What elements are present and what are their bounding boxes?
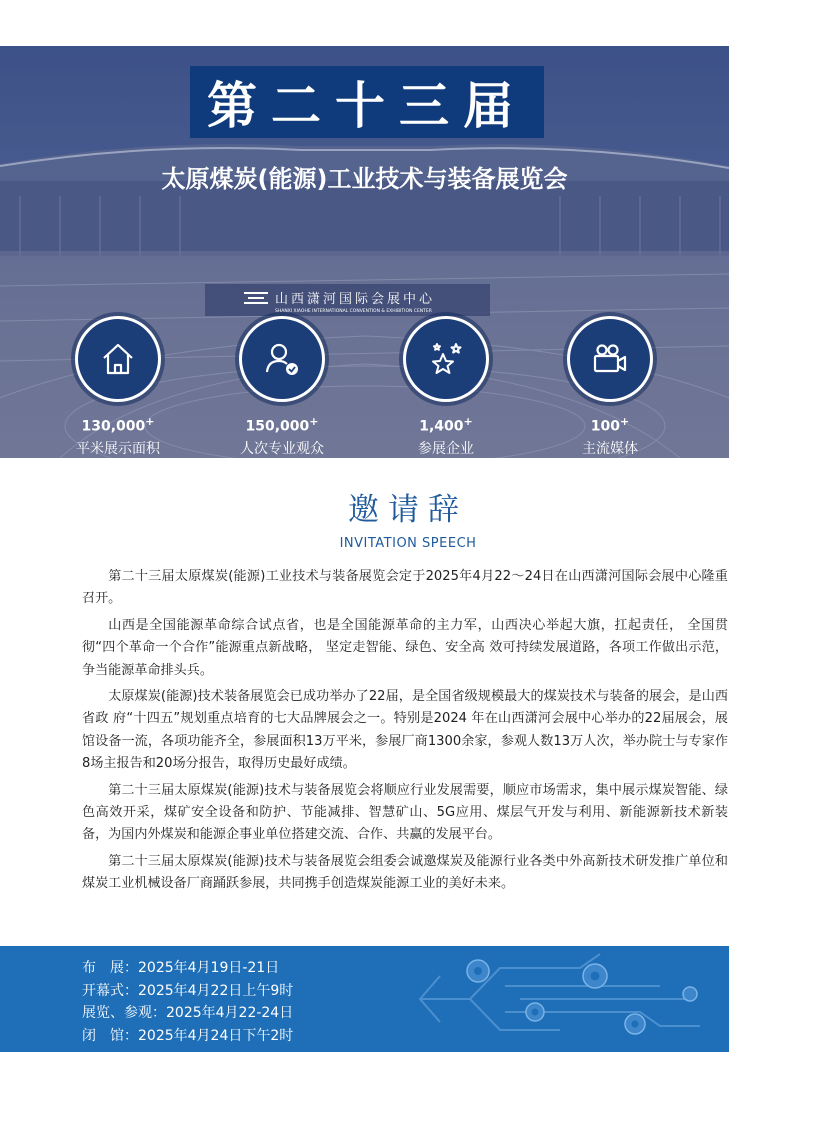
person-check-icon bbox=[239, 316, 325, 402]
stars-icon bbox=[403, 316, 489, 402]
house-icon bbox=[75, 316, 161, 402]
stat-label: 主流媒体 bbox=[582, 440, 638, 457]
schedule-exhibition: 展览、参观：2025年4月22-24日 bbox=[82, 1005, 294, 1021]
schedule-footer bbox=[0, 946, 729, 1052]
stat-number: 1,400 bbox=[419, 418, 464, 435]
schedule-setup: 布 展：2025年4月19日-21日 bbox=[82, 960, 280, 976]
stat-number: 100 bbox=[590, 418, 620, 435]
invitation-paragraph: 第二十三届太原煤炭(能源)技术与装备展览会将顺应行业发展需要，顺应市场需求，集中展示煤炭智能、绿色高效开采，煤矿安全设备和防护、节能减排、智慧矿山、5G应用、煤层气开发与利用、新能源新技术新装备，为国内外煤炭和能源企事业单位搭建交流、合作、共赢的发展平台。 bbox=[82, 782, 728, 843]
hero-banner bbox=[0, 46, 729, 458]
expo-name: 太原煤炭(能源)工业技术与装备展览会 bbox=[161, 165, 568, 193]
venue-sign-cn: 山西潇河国际会展中心 bbox=[275, 292, 436, 307]
stat-plus: + bbox=[309, 415, 319, 428]
stat-number: 130,000 bbox=[81, 418, 146, 435]
invitation-title: 邀请辞 bbox=[348, 492, 468, 528]
invitation-paragraph: 山西是全国能源革命综合试点省，也是全国能源革命的主力军，山西决心举起大旗，扛起责任， 全国贯彻“四个革命一个合作”能源重点新战略， 坚定走智能、绿色、安全高 效可持续发展道路，各项工作做出示范，争当能源革命排头兵。 bbox=[82, 617, 728, 678]
stat-plus: + bbox=[620, 415, 630, 428]
stat-label: 平米展示面积 bbox=[76, 440, 160, 457]
stat-label: 参展企业 bbox=[418, 440, 474, 457]
page-title: 第二十三届 bbox=[207, 77, 527, 135]
invitation-paragraph: 第二十三届太原煤炭(能源)技术与装备展览会组委会诚邀煤炭及能源行业各类中外高新技术研发推广单位和煤炭工业机械设备厂商踊跃参展，共同携手创造煤炭能源工业的美好未来。 bbox=[82, 853, 728, 892]
schedule-closing: 闭 馆：2025年4月24日下午2时 bbox=[82, 1027, 294, 1044]
stat-exhibition-area bbox=[48, 316, 188, 458]
stat-plus: + bbox=[463, 415, 473, 428]
stat-visitors bbox=[212, 316, 352, 458]
stat-exhibitors bbox=[376, 316, 516, 458]
venue-sign-en: SHANXI XIAOHE INTERNATIONAL CONVENTION & EXHIBITION CENTER bbox=[275, 309, 432, 314]
invitation-paragraph: 第二十三届太原煤炭(能源)工业技术与装备展览会定于2025年4月22～24日在山西潇河国际会展中心隆重召开。 bbox=[82, 569, 728, 607]
invitation-subtitle: INVITATION SPEECH bbox=[339, 536, 477, 551]
stat-number: 150,000 bbox=[245, 418, 310, 435]
stat-media bbox=[540, 316, 680, 458]
edition-title-box bbox=[190, 66, 544, 138]
schedule-list bbox=[82, 957, 293, 1047]
invitation-body bbox=[82, 566, 728, 900]
invitation-paragraph: 太原煤炭(能源)技术装备展览会已成功举办了22届，是全国省级规模最大的煤炭技术与装备的展会，是山西省政 府“十四五”规划重点培育的七大品牌展会之一。特别是2024 年在山西潇河会展中心举办的22届展会，展馆设备一流，各项功能齐全，参展面积13万平米，参展厂商1300余家，参观人数13万人次，举办院士与专家作8场主报告和20场分报告，取得历史最好成绩。 bbox=[82, 689, 728, 772]
stat-label: 人次专业观众 bbox=[240, 440, 324, 457]
schedule-opening: 开幕式：2025年4月22日上午9时 bbox=[82, 982, 294, 999]
video-camera-icon bbox=[567, 316, 653, 402]
stat-plus: + bbox=[145, 415, 155, 428]
